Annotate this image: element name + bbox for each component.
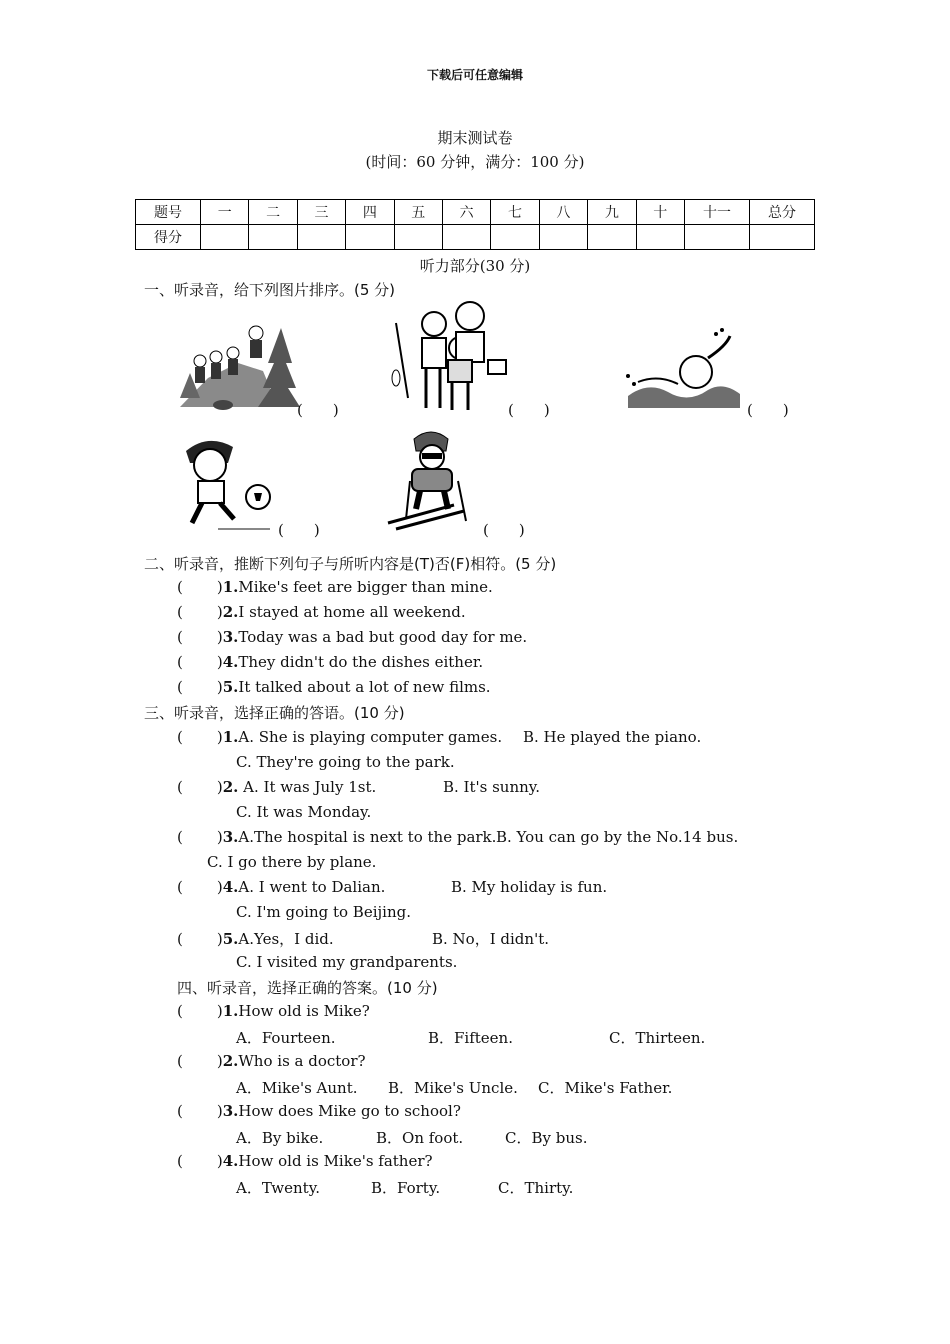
table-cell: 一 [201,200,249,225]
score-cell[interactable] [346,225,394,250]
list-item [177,578,493,596]
part-title: 听力部分(30 分) [419,257,531,275]
score-cell[interactable] [750,225,815,250]
option-b: B. It's sunny. [443,778,541,796]
option-b: B．Forty. [371,1179,441,1197]
question-row [177,878,385,896]
item-text: It talked about a lot of new films. [238,678,491,696]
item-number: 4. [222,1152,239,1170]
answer-paren-open[interactable]: ( [177,778,183,796]
section3-title: 三、听录音，选择正确的答语。(10 分) [144,704,405,722]
answer-bracket[interactable]: ( ) [483,521,525,539]
score-cell[interactable] [394,225,442,250]
answer-paren-close: ) [216,603,223,621]
option-a: A．By bike. [236,1129,324,1147]
score-cell[interactable] [249,225,297,250]
item-number: 1. [222,728,239,746]
question-row [177,1002,370,1020]
option-b: B．On foot. [376,1129,464,1147]
answer-paren-close: ) [216,1152,223,1170]
answer-paren-open[interactable]: ( [177,578,183,596]
option-a: A. It was July 1st. [238,778,377,796]
answer-paren-close: ) [216,653,223,671]
answer-paren-close: ) [216,728,223,746]
score-cell[interactable] [442,225,490,250]
table-cell: 总分 [750,200,815,225]
option-c: C．Mike's Father. [538,1079,673,1097]
hiking-picture [178,323,303,411]
answer-paren-open[interactable]: ( [177,1152,183,1170]
table-cell: 三 [297,200,345,225]
table-cell: 二 [249,200,297,225]
score-cell[interactable] [297,225,345,250]
table-cell: 得分 [136,225,201,250]
option-c: C．By bus. [505,1129,588,1147]
answer-paren-close: ) [216,578,223,596]
question-text: Who is a doctor? [238,1052,366,1070]
question-row [177,1152,433,1170]
option-c: C. I'm going to Beijing. [236,903,411,921]
item-number: 1. [222,1002,239,1020]
table-cell: 八 [539,200,587,225]
score-cell[interactable] [588,225,636,250]
option-c: C. It was Monday. [236,803,372,821]
item-number: 5. [222,678,239,696]
question-text: How does Mike go to school? [238,1102,461,1120]
score-table-score-row [136,225,815,250]
table-cell: 十一 [685,200,750,225]
table-cell: 九 [588,200,636,225]
list-item [177,628,527,646]
table-cell: 题号 [136,200,201,225]
item-text: Today was a bad but good day for me. [238,628,528,646]
answer-paren-open[interactable]: ( [177,628,183,646]
answer-paren-close: ) [216,1052,223,1070]
answer-paren-open[interactable]: ( [177,878,183,896]
soccer-picture [178,433,274,533]
answer-paren-open[interactable]: ( [177,678,183,696]
answer-bracket[interactable]: ( ) [508,401,550,419]
list-item [177,603,466,621]
option-b: B．Fifteen. [428,1029,513,1047]
score-table [135,199,815,250]
option-a: A.Yes，I did. [238,930,334,948]
answer-paren-close: ) [216,1102,223,1120]
option-c: C. I go there by plane. [207,853,377,871]
answer-paren-close: ) [216,930,223,948]
table-cell: 十 [636,200,684,225]
question-row [177,1052,366,1070]
question-text: How old is Mike? [238,1002,370,1020]
table-cell: 四 [346,200,394,225]
item-number: 3. [222,828,239,846]
item-number: 2. [222,778,239,796]
answer-paren-close: ) [216,778,223,796]
answer-paren-open[interactable]: ( [177,1002,183,1020]
score-cell[interactable] [201,225,249,250]
answer-paren-close: ) [216,628,223,646]
score-cell[interactable] [491,225,539,250]
question-text: How old is Mike's father? [238,1152,433,1170]
answer-paren-close: ) [216,678,223,696]
answer-paren-close: ) [216,1002,223,1020]
item-number: 4. [222,653,239,671]
item-number: 3. [222,628,239,646]
option-a: A. I went to Dalian. [238,878,386,896]
option-b: B. No，I didn't. [432,930,549,948]
item-text: I stayed at home all weekend. [238,603,466,621]
option-b: B．Mike's Uncle. [388,1079,518,1097]
list-item [177,653,483,671]
item-number: 1. [222,578,239,596]
table-cell: 七 [491,200,539,225]
item-number: 2. [222,603,239,621]
list-item [177,678,491,696]
score-cell[interactable] [539,225,587,250]
item-number: 4. [222,878,239,896]
answer-paren-open[interactable]: ( [177,728,183,746]
table-cell: 六 [442,200,490,225]
download-note: 下载后可任意编辑 [426,68,523,82]
family-fishing-picture [390,298,510,413]
page-title: 期末测试卷 [437,129,513,147]
section1-title: 一、听录音，给下列图片排序。(5 分) [144,281,396,299]
score-cell[interactable] [636,225,684,250]
option-a: A.The hospital is next to the park. [238,828,497,846]
answer-paren-close: ) [216,878,223,896]
answer-paren-open[interactable]: ( [177,653,183,671]
question-row [177,928,334,949]
section4-title: 四、听录音，选择正确的答案。(10 分) [177,979,438,997]
option-b: B. He played the piano. [523,728,702,746]
section2-title: 二、听录音，推断下列句子与所听内容是(T)否(F)相符。(5 分) [144,555,557,573]
item-number: 2. [222,1052,239,1070]
question-row [177,728,502,746]
option-a: A．Fourteen. [236,1029,336,1047]
item-number: 5. [222,930,239,948]
answer-paren-open[interactable]: ( [177,930,183,948]
answer-paren-close: ) [216,828,223,846]
option-c: C．Thirty. [498,1179,574,1197]
answer-paren-open[interactable]: ( [177,1052,183,1070]
answer-paren-open[interactable]: ( [177,828,183,846]
question-row [177,778,376,796]
answer-paren-open[interactable]: ( [177,603,183,621]
question-row [177,828,496,846]
option-b: B. My holiday is fun. [451,878,608,896]
page-subtitle: (时间：60 分钟，满分：100 分) [365,153,585,171]
answer-bracket[interactable]: ( ) [297,401,339,419]
score-table-header-row [136,200,815,225]
item-number: 3. [222,1102,239,1120]
skiing-picture [386,425,478,531]
item-text: They didn't do the dishes either. [238,653,484,671]
answer-bracket[interactable]: ( ) [278,521,320,539]
option-c: C. They're going to the park. [236,753,455,771]
answer-paren-open[interactable]: ( [177,1102,183,1120]
option-b: B. You can go by the No.14 bus. [496,828,739,846]
option-a: A．Mike's Aunt. [236,1079,358,1097]
option-a: A．Twenty. [236,1179,320,1197]
option-c: C. I visited my grandparents. [236,953,458,971]
question-row [177,1102,461,1120]
swimming-picture [618,326,743,411]
answer-bracket[interactable]: ( ) [747,401,789,419]
score-cell[interactable] [685,225,750,250]
table-cell: 五 [394,200,442,225]
option-c: C．Thirteen. [609,1029,706,1047]
option-a: A. She is playing computer games. [238,728,503,746]
item-text: Mike's feet are bigger than mine. [238,578,493,596]
